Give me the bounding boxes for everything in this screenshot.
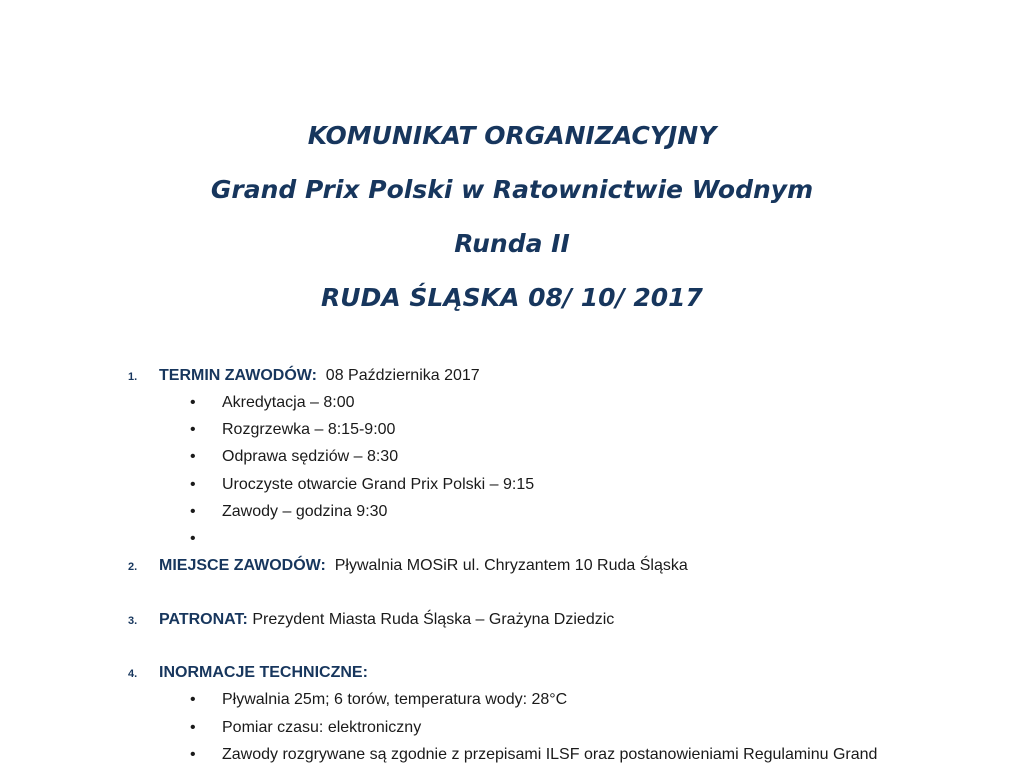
- section-text: [159, 554, 688, 578]
- bullet-icon: •: [190, 421, 196, 438]
- bullet-icon: •: [190, 394, 196, 411]
- section-number: 2.: [128, 561, 138, 573]
- bullet-icon: •: [190, 746, 196, 763]
- list-item-text: Zawody rozgrywane są zgodnie z przepisami ILSF oraz postanowieniami Regulaminu Grand: [222, 746, 878, 763]
- section-label: PATRONAT:: [159, 611, 248, 628]
- list-item-text: Odprawa sędziów – 8:30: [222, 448, 399, 465]
- list-item-text: Pływalnia 25m; 6 torów, temperatura wody: 28°C: [222, 691, 568, 708]
- header-location-date: RUDA ŚLĄSKA 08/ 10/ 2017: [321, 283, 703, 312]
- bullet-icon: •: [190, 476, 196, 493]
- section-label: INORMACJE TECHNICZNE:: [159, 664, 368, 681]
- bullet-icon: •: [190, 530, 196, 547]
- list-item-text: Akredytacja – 8:00: [222, 394, 355, 411]
- list-item-text: Uroczyste otwarcie Grand Prix Polski – 9:15: [222, 476, 535, 493]
- section-text: [159, 608, 614, 632]
- section-label: TERMIN ZAWODÓW:: [159, 367, 317, 384]
- section-text: [159, 364, 480, 388]
- header-event-name: Grand Prix Polski w Ratownictwie Wodnym: [210, 175, 814, 204]
- section-text: [159, 661, 368, 685]
- section-number: 3.: [128, 615, 138, 627]
- section-value: 08 Października 2017: [325, 367, 480, 384]
- document-header: [0, 116, 1024, 332]
- section-number: 4.: [128, 668, 138, 680]
- list-item-text: Zawody – godzina 9:30: [222, 503, 388, 520]
- section-number: 1.: [128, 371, 138, 383]
- section-value: Prezydent Miasta Ruda Śląska – Grażyna Dziedzic: [252, 611, 615, 628]
- header-title: KOMUNIKAT ORGANIZACYJNY: [307, 121, 717, 150]
- section-label: MIEJSCE ZAWODÓW:: [159, 557, 326, 574]
- bullet-icon: •: [190, 719, 196, 736]
- list-item-text: Rozgrzewka – 8:15-9:00: [222, 421, 396, 438]
- bullet-icon: •: [190, 448, 196, 465]
- bullet-icon: •: [190, 691, 196, 708]
- header-round: Runda II: [454, 229, 570, 258]
- bullet-icon: •: [190, 503, 196, 520]
- list-item-text: Pomiar czasu: elektroniczny: [222, 719, 422, 736]
- section-value: Pływalnia MOSiR ul. Chryzantem 10 Ruda Śląska: [334, 557, 688, 574]
